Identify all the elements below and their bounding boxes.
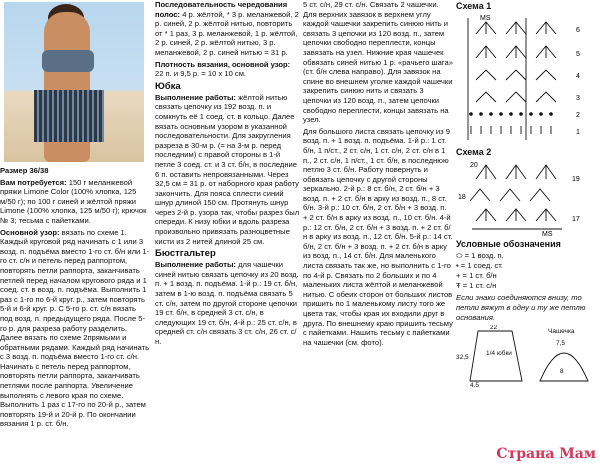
column-4 bbox=[456, 0, 600, 387]
skirt-paragraph: Выполнение работы: жёлтой нитью связать цепочку из 192 возд. п. и сомкнуть её 1 соед. ст. в кольцо. Далее вязать основным узором в указанной последовательности. Для закругления разреза в 30-м р. (= на 3-м р. перед последним) с правой стороны в 1-й петле 3 соед. ст. и 3 ст. б/н, в последние 6 п. оставить непровязанными. Через 32,5 см = 31 р. от наборного края работу закончить. Для пояса сплести синий шнур длиной 150 см. Протянуть шнур через 2-й р. узора так, чтобы разрез был спереди. К низу юбки и вдоль разреза произвольно привязать разноцветные кисти из 2 нитей длиной 25 см. bbox=[155, 92, 300, 246]
schema1-ms: MS bbox=[480, 14, 491, 22]
legend-item-chain: ⬭ = 1 возд. п. bbox=[456, 251, 504, 261]
pattern-outlines bbox=[456, 325, 596, 387]
materials-paragraph: Вам потребуется: 150 г меланжевой пряжи Limone Color (100% хлопка, 125 м/50 г); по 100 г синей и жёлтой пряжи Limone (100% хлопка, 125 м/50 г); крючок № 3; тесьма с пайетками. bbox=[0, 177, 147, 225]
pattern-paragraph: Основной узор: вязать по схеме 1. Каждый круговой ряд начинать с 1 или 3 возд. п. подъёма вместо 1-го ст. б/н или 1-го ст. с/н и петель перед раппортом, повторять петли раппорта, заканчивать петлей перед началом кругового ряда и 1 соед. ст. в возд. п. подъёма. Выполнить 1 раз с 1-го по 6-й круг. р., затем повторять 5-й и 6-й круг. р. С 5-го р. ст. с/н вязать под возд. п. предыдущего ряда. После 5-го р. для разреза работу разделить. Далее вязать по схеме 2прямыми и обратными рядами. Каждый ряд начинать с 3 возд. п. подъёма вместо 1-го ст. с/н. Начинать с петель перед раппортом, повторять петли раппорта, заканчивать петлями после раппорта. Увеличение выполнять с левого края по схеме. Выполнить 1 раз с 17-го по 20-й р., затем повторять 19-й и 20-й р. По окончании вязания 1 р. ст. б/н. bbox=[0, 227, 150, 429]
schema1-row-1: 1 bbox=[576, 128, 580, 136]
legend-item-sc: + = 1 ст. б/н bbox=[456, 271, 497, 281]
schema1-row-2: 2 bbox=[576, 111, 580, 119]
site-watermark: Страна Мам bbox=[496, 446, 596, 462]
schema1-row-5: 5 bbox=[576, 50, 580, 58]
schema2-title: Схема 2 bbox=[456, 146, 492, 157]
schema1-row-6: 6 bbox=[576, 26, 580, 34]
schema2-row-17: 17 bbox=[572, 216, 580, 224]
schema2-ms: MS bbox=[542, 231, 553, 238]
bra-title: Бюстгальтер bbox=[155, 248, 216, 260]
schema2-row-20: 20 bbox=[470, 162, 478, 170]
legend-item-dc: Ŧ = 1 ст. с/н bbox=[456, 281, 497, 291]
column-1 bbox=[0, 0, 150, 431]
model-photo bbox=[4, 2, 144, 162]
dim-cup: 7,5 bbox=[556, 340, 566, 348]
dim-cup-h: 8 bbox=[560, 368, 564, 376]
bra-diagram-label: Чашечка bbox=[548, 328, 575, 336]
schema1-diagram bbox=[456, 14, 596, 146]
plus-icon: + bbox=[456, 271, 461, 281]
leaves-paragraph: Для большого листа связать цепочку из 9 возд. п. + 1 возд. п. подъёма. 1-й р.: 1 ст. б/н, 1 п/ст., 2 ст. с/н, 1 ст. с/н, 2 ст. с/н в 1 п., 2 ст. с/н, 1 п/ст., 1 ст. б/н, в последнюю петлю 3 ст. б/н. Работу повернуть и обвязать цепочку с другой стороны зеркально. 2-й р.: 8 ст. б/н, 2 ст. б/н + 3 возд. п. + 2 ст. б/н в арку из возд. п., 8 ст. б/н. 3-й р.: 10 ст. б/н, 2 ст. б/н + 3 возд. п. + 2 ст. б/н в арку из возд. п., 10 ст. б/н. 4-й р.: 12 ст. б/н, 2 ст. б/н + 3 возд. п. + 2 ст. б/н в арку из возд. п., 12 ст. б/н. 5-й р.: 14 ст. б/н, 2 ст. б/н + 3 возд. п. + 2 ст. б/н в арку из возд. п., 14 ст. б/н. Для маленького листа связать так же, но выполнить с 1-го по 4-й р. Связать по 2 больших и по 4 маленьких листа жёлтой и меланжевой нитью. С обеих сторон от больших листов пришить по 1 маленькому листу того же цвета так, чтобы края их входили друг в друга. По внешнему краю пришить тесьму с пайетками. Нашить тесьму с пайетками на чашечки (см. фото). bbox=[303, 126, 453, 347]
schema1-row-4: 4 bbox=[576, 72, 580, 80]
schema2-row-18: 18 bbox=[458, 194, 466, 202]
schema1-title: Схема 1 bbox=[456, 1, 492, 11]
bra-paragraph: Выполнение работы: для чашечки синей нитью связать цепочку из 20 возд. п. + 1 возд. п. подъёма. 1-й р.: 19 ст. б/н, затем в 1-ю возд. п. подъёма связать 5 ст. с/н, затем по другой стороне цепочки 19 ст. б/н, в средней 3 ст. с/н, в следующих 19 ст. б/н, 4-й р.: 25 ст. с/н, в средней ст. с/н связать 3 ст. с/н, 26 ст. с/н. bbox=[155, 260, 299, 346]
schema1-row-3: 3 bbox=[576, 94, 580, 102]
schema2-row-19: 19 bbox=[572, 176, 580, 184]
dot-icon: • bbox=[456, 261, 459, 271]
dim-base: 4,5 bbox=[470, 382, 480, 388]
ties-paragraph: 5 ст. с/н, 29 ст. с/н. Связать 2 чашечки. Для верхних завязок в верхнем углу каждой чашечки закрепить синюю нить и связать 3 цепочки из 120 возд. п., затем цепочки свободно переплести, концы завязать на узел. Нижние края чашечек обвязать синей нитью 1 р. «рачьего шага» (ст. б/н слева направо). Для завязок на спине во внешнем уголке каждой чашечки закрепить синюю нить и связать 3 цепочки из 120 возд. п., затем цепочки свободно переплести, концы завязать на узел. bbox=[303, 0, 453, 125]
oval-icon: ⬭ bbox=[456, 251, 463, 261]
legend bbox=[456, 239, 600, 323]
schema2-diagram bbox=[456, 159, 596, 237]
dim-top: 22 bbox=[490, 325, 498, 332]
legend-title: Условные обозначения bbox=[456, 239, 561, 250]
skirt-title: Юбка bbox=[155, 80, 181, 92]
legend-note: Если знаки соединяются внизу, то петли вяжут в одну и ту же петлю основания. bbox=[456, 293, 586, 323]
size-heading: Размер 36/38 bbox=[0, 166, 49, 175]
legend-item-slip: • = 1 соед. ст. bbox=[456, 261, 504, 271]
t-icon: Ŧ bbox=[456, 281, 461, 291]
sequence-paragraph: Последовательность чередования полос: 4 р. жёлтой, * 3 р. меланжевой, 2 р. синей, 2 р. жёлтой нитью, повторить от * 1 раз, 3 р. меланжевой, 1 р. жёлтой, 2 р. синей, 2 р. жёлтой нитью, 3 р. меланжевой, 2 р. синей нитью = 31 р. bbox=[155, 0, 299, 57]
column-3 bbox=[303, 0, 453, 349]
dim-height: 32,5 bbox=[456, 354, 469, 362]
skirt-diagram-label: 1/4 юбки bbox=[486, 350, 512, 358]
column-2 bbox=[155, 0, 300, 349]
density-paragraph: Плотность вязания, основной узор: 22 п. и 9,5 р. = 10 х 10 см. bbox=[155, 59, 291, 79]
